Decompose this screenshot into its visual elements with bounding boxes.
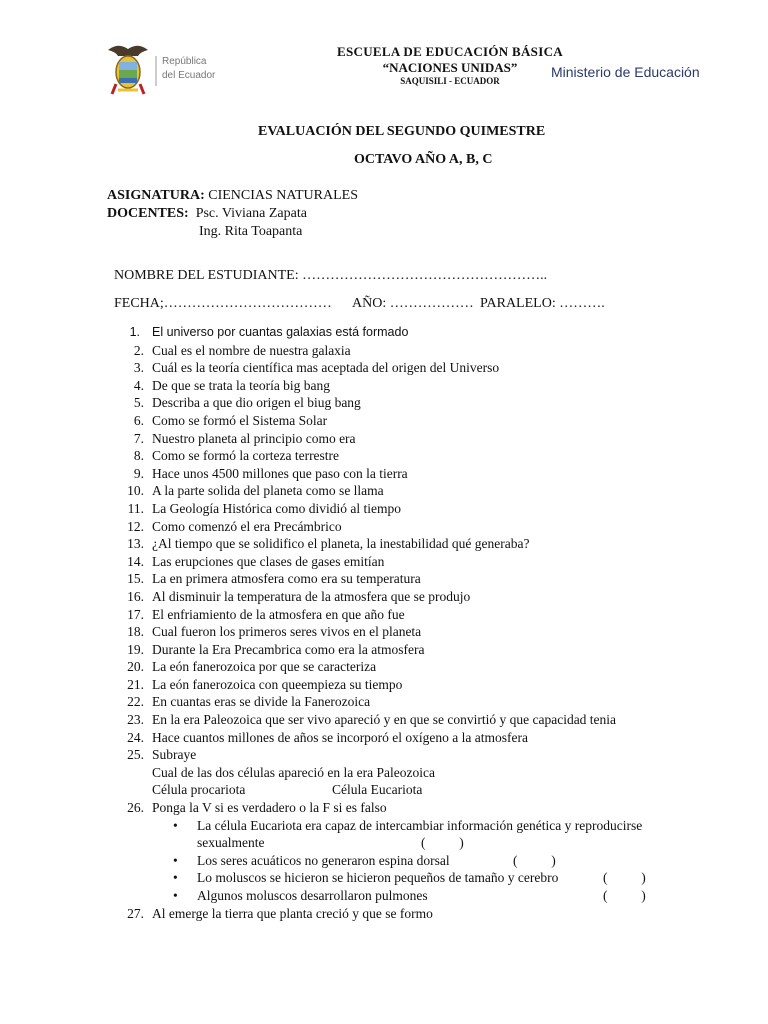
list-item: 1. El universo por cuantas galaxias está formado xyxy=(129,325,409,339)
school-line-1: ESCUELA DE EDUCACIÓN BÁSICA xyxy=(337,44,563,59)
question-list xyxy=(0,324,768,922)
bullet-icon: • xyxy=(173,817,178,833)
list-item: 21. La eón fanerozoica con queempieza su tiempo xyxy=(127,676,403,692)
subject-line xyxy=(107,187,358,205)
list-item: 6. Como se formó el Sistema Solar xyxy=(133,412,328,428)
date-field[interactable]: FECHA;……………………………… xyxy=(114,296,332,311)
q25-options xyxy=(0,781,768,799)
evaluation-title: EVALUACIÓN DEL SEGUNDO QUIMESTRE xyxy=(258,124,546,139)
list-item: 3. Cuál es la teoría científica mas aceptada del origen del Universo xyxy=(133,360,500,376)
teachers-label: DOCENTES: xyxy=(107,206,189,221)
list-item: 10. A la parte solida del planeta como se llama xyxy=(127,483,384,499)
q25-option-procariota[interactable]: Célula procariota xyxy=(152,782,246,798)
subject-label: ASIGNATURA: xyxy=(107,188,205,203)
bullet-icon: • xyxy=(173,852,178,868)
parallel-field[interactable]: PARALELO: ………. xyxy=(480,296,605,311)
answer-paren[interactable]: ( ) xyxy=(421,835,464,851)
list-item: 5. Describa a que dio origen el biug bang xyxy=(133,395,361,411)
list-item: 4. De que se trata la teoría big bang xyxy=(133,377,331,393)
answer-paren[interactable]: ( ) xyxy=(603,888,646,903)
grade-title: OCTAVO AÑO A, B, C xyxy=(354,152,493,167)
q25-prompt: Cual de las dos células apareció en la era Paleozoica xyxy=(152,764,435,780)
teachers-line xyxy=(107,205,307,223)
school-location: SAQUISILI - ECUADOR xyxy=(400,76,500,86)
q26-item-continued: sexualmente ( ) xyxy=(197,835,464,851)
ministry-logo-text: Ministerio de Educación xyxy=(551,64,700,80)
date-year-parallel-line xyxy=(114,296,605,312)
q26-item: • Los seres acuáticos no generaron espina dorsal ( ) xyxy=(173,852,556,868)
bullet-icon: • xyxy=(173,888,178,903)
subject-value: CIENCIAS NATURALES xyxy=(204,188,358,203)
list-item: 17. El enfriamiento de la atmosfera en que año fue xyxy=(127,606,405,622)
q26-item: • Algunos moluscos desarrollaron pulmones ( ) xyxy=(173,888,646,903)
bullet-icon: • xyxy=(173,870,178,886)
list-item: 15. La en primera atmosfera como era su temperatura xyxy=(127,571,421,587)
q26-item: • La célula Eucariota era capaz de intercambiar información genética y reproducirse xyxy=(173,817,643,833)
list-item: 11. La Geología Histórica como dividió al tiempo xyxy=(127,500,401,516)
answer-paren[interactable]: ( ) xyxy=(603,870,646,886)
list-item: 16. Al disminuir la temperatura de la atmosfera que se produjo xyxy=(127,588,471,604)
list-item: 14. Las erupciones que clases de gases emitían xyxy=(127,553,385,569)
list-item: 12. Como comenzó el era Precámbrico xyxy=(127,518,342,534)
q26-item: • Lo moluscos se hicieron se hicieron pequeños de tamaño y cerebro ( ) xyxy=(173,870,646,886)
republica-ecuador-logo xyxy=(104,40,214,100)
list-item: 26. Ponga la V si es verdadero o la F si es falso xyxy=(127,800,387,816)
list-item: 2. Cual es el nombre de nuestra galaxia xyxy=(133,342,351,358)
year-field[interactable]: AÑO: ……………… xyxy=(352,296,474,311)
teacher-1: Psc. Viviana Zapata xyxy=(188,206,307,221)
school-line-2: “NACIONES UNIDAS” xyxy=(382,60,518,75)
list-item: 18. Cual fueron los primeros seres vivos en el planeta xyxy=(127,624,422,640)
list-item: 22. En cuantas eras se divide la Fanerozoica xyxy=(127,694,371,710)
answer-paren[interactable]: ( ) xyxy=(513,852,556,868)
q25-option-eucariota[interactable]: Célula Eucariota xyxy=(332,782,423,798)
list-item: 19. Durante la Era Precambrica como era la atmosfera xyxy=(127,641,425,657)
list-item: 27. Al emerge la tierra que planta creció y que se formo xyxy=(127,905,433,921)
logo-text-republica: República xyxy=(162,56,207,67)
list-item: 20. La eón fanerozoica por que se caracteriza xyxy=(127,659,377,675)
list-item: 23. En la era Paleozoica que ser vivo apareció y en que se convirtió y que capacidad tenia xyxy=(127,712,617,728)
list-item: 13. ¿Al tiempo que se solidifico el planeta, la inestabilidad qué generaba? xyxy=(127,536,530,552)
list-item: 25. Subraye xyxy=(127,747,197,763)
list-item: 24. Hace cuantos millones de años se incorporó el oxígeno a la atmosfera xyxy=(127,729,528,745)
list-item: 8. Como se formó la corteza terrestre xyxy=(133,448,340,464)
teacher-2: Ing. Rita Toapanta xyxy=(199,224,303,239)
student-name-field[interactable]: NOMBRE DEL ESTUDIANTE: …………………………………………….. xyxy=(114,268,548,283)
list-item: 9. Hace unos 4500 millones que paso con la tierra xyxy=(133,465,408,481)
list-item: 7. Nuestro planeta al principio como era xyxy=(133,430,356,446)
logo-text-ecuador: del Ecuador xyxy=(162,70,216,81)
